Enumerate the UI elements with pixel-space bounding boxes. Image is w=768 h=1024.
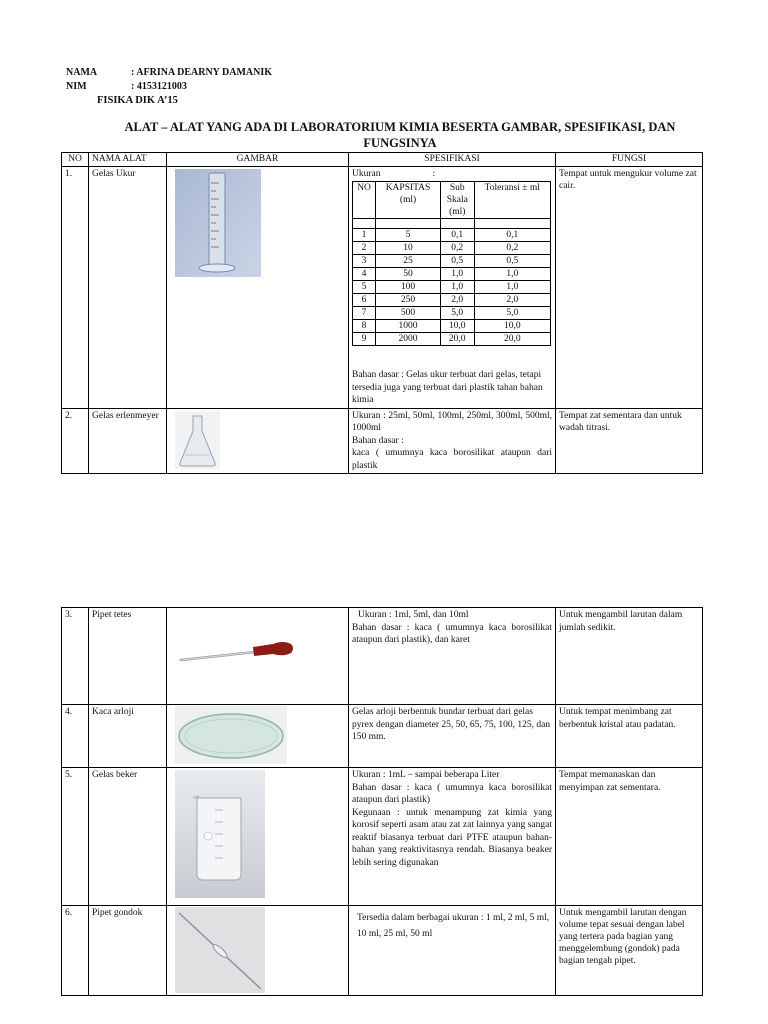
table-row — [62, 705, 703, 768]
nama-value: : AFRINA DEARNY DAMANIK — [131, 67, 273, 78]
gambar-cell — [167, 768, 349, 906]
gambar-cell — [167, 705, 349, 768]
kap-cell: 3 — [353, 255, 376, 268]
spesifikasi-cell — [349, 166, 556, 408]
col-spesifikasi: SPESIFIKASI — [349, 153, 556, 167]
pipet-gondok-image — [175, 907, 265, 993]
row-no: 2. — [62, 408, 89, 474]
kap-cell: 2,0 — [440, 294, 474, 307]
row-nama: Pipet tetes — [89, 608, 167, 705]
table-row — [62, 906, 703, 996]
bahan-dasar-text: kaca ( umumnya kaca borosilikat ataupun dari plastik — [352, 448, 552, 471]
row-no: 5. — [62, 768, 89, 906]
bahan-dasar-label: Bahan dasar : — [352, 435, 404, 446]
fungsi-cell: Tempat zat sementara dan untuk wadah titrasi. — [556, 408, 703, 474]
kap-cell: 2000 — [376, 333, 441, 346]
kap-row — [353, 333, 551, 346]
kap-row — [353, 255, 551, 268]
kap-cell: 10 — [376, 242, 441, 255]
kegunaan-text: Kegunaan : untuk menampung zat kimia yang korosif seperti asam atau zat zat lainnya yang sangat reaktif biasanya terbuat dari PTFE ataupun bahan-bahan yang reaktivitasnya rendah. Biasanya beaker lebih sering digunakan — [352, 807, 552, 868]
row-no: 4. — [62, 705, 89, 768]
bahan-dasar-text: Bahan dasar : Gelas ukur terbuat dari gelas, tetapi tersedia juga yang terbuat dari plastik tahan bahan kimia — [352, 370, 543, 405]
kap-row — [353, 242, 551, 255]
spesifikasi-cell — [349, 408, 556, 474]
kap-cell: 9 — [353, 333, 376, 346]
ukuran-colon: : — [432, 168, 436, 179]
nama-label: NAMA — [66, 67, 98, 78]
kap-cell: 25 — [376, 255, 441, 268]
kap-cell: 0,2 — [474, 242, 551, 255]
table-row — [62, 408, 703, 474]
row-no: 1. — [62, 166, 89, 408]
kap-cell: 10,0 — [474, 320, 551, 333]
kap-cell: 5 — [353, 281, 376, 294]
kap-cell: 8 — [353, 320, 376, 333]
row-nama: Gelas beker — [89, 768, 167, 906]
kap-header: Sub Skala (ml) — [440, 182, 474, 219]
spesifikasi-cell: Gelas arloji berbentuk bundar terbuat dari gelas pyrex dengan diameter 25, 50, 65, 75, 100, 125, dan 150 mm. — [349, 705, 556, 768]
kelas-label: FISIKA DIK A’15 — [97, 95, 178, 106]
col-nama: NAMA ALAT — [89, 153, 167, 167]
kapasitas-table — [352, 181, 551, 346]
kap-row — [353, 320, 551, 333]
kap-cell: 1,0 — [474, 268, 551, 281]
kap-cell: 0,5 — [440, 255, 474, 268]
col-fungsi: FUNGSI — [556, 153, 703, 167]
kap-cell: 0,5 — [474, 255, 551, 268]
gambar-cell — [167, 608, 349, 705]
kap-cell: 1 — [353, 229, 376, 242]
kap-cell: 0,1 — [440, 229, 474, 242]
kap-cell: 5,0 — [440, 307, 474, 320]
kap-cell: 2,0 — [474, 294, 551, 307]
ukuran-text: Ukuran : 1mL – sampai beberapa Liter — [352, 770, 500, 780]
kap-cell: 1,0 — [474, 281, 551, 294]
kap-cell: 1000 — [376, 320, 441, 333]
row-nama: Gelas erlenmeyer — [89, 408, 167, 474]
nim-label: NIM — [66, 81, 87, 92]
fungsi-cell: Untuk mengambil larutan dengan volume tepat sesuai dengan label yang tertera pada bagian yang menggelembung (gondok) pada bagian tengah pipet. — [556, 906, 703, 996]
erlenmeyer-image — [175, 411, 220, 469]
kap-cell: 6 — [353, 294, 376, 307]
kap-cell: 7 — [353, 307, 376, 320]
kap-header: KAPSITAS (ml) — [376, 182, 441, 219]
kap-header: NO — [353, 182, 376, 219]
col-no: NO — [62, 153, 89, 167]
kap-cell: 4 — [353, 268, 376, 281]
kap-cell: 0,1 — [474, 229, 551, 242]
gambar-cell — [167, 906, 349, 996]
kap-cell: 250 — [376, 294, 441, 307]
gelas-ukur-image — [175, 169, 261, 277]
table-row — [62, 166, 703, 408]
kap-cell: 1,0 — [440, 268, 474, 281]
kap-row — [353, 307, 551, 320]
bahan-dasar-text: Bahan dasar : kaca ( umumnya kaca borosilikat ataupun dari plastik) — [352, 782, 552, 805]
kap-cell: 5,0 — [474, 307, 551, 320]
table-row — [62, 608, 703, 705]
kap-cell: 0,2 — [440, 242, 474, 255]
page-title: ALAT – ALAT YANG ADA DI LABORATORIUM KIMIA BESERTA GAMBAR, SPESIFIKASI, DAN FUNGSINYA — [124, 120, 676, 150]
row-nama: Gelas Ukur — [89, 166, 167, 408]
alat-table-2 — [61, 607, 703, 996]
spesifikasi-cell: Tersedia dalam berbagai ukuran : 1 ml, 2 ml, 5 ml, 10 ml, 25 ml, 50 ml — [349, 906, 556, 996]
kap-row — [353, 281, 551, 294]
bahan-dasar-text: Bahan dasar : kaca ( umumnya kaca borosilikat ataupun dari plastik), dan karet — [352, 622, 552, 645]
ukuran-text: Ukuran : 25ml, 50ml, 100ml, 250ml, 300ml, 500ml, 1000ml — [352, 410, 552, 433]
spesifikasi-cell — [349, 768, 556, 906]
kap-cell: 20,0 — [440, 333, 474, 346]
kap-cell: 2 — [353, 242, 376, 255]
gelas-beker-image — [175, 770, 265, 898]
kap-cell: 1,0 — [440, 281, 474, 294]
table-row — [62, 768, 703, 906]
nim-value: : 4153121003 — [131, 81, 187, 92]
kap-cell: 20,0 — [474, 333, 551, 346]
pipet-tetes-image — [177, 630, 297, 670]
kap-row — [353, 268, 551, 281]
gambar-cell — [167, 408, 349, 474]
kap-row — [353, 229, 551, 242]
kaca-arloji-image — [175, 706, 287, 764]
row-no: 6. — [62, 906, 89, 996]
fungsi-cell: Tempat untuk mengukur volume zat cair. — [556, 166, 703, 408]
col-gambar: GAMBAR — [167, 153, 349, 167]
fungsi-cell: Untuk tempat menimbang zat berbentuk kristal atau padatan. — [556, 705, 703, 768]
kap-cell: 100 — [376, 281, 441, 294]
kap-cell: 5 — [376, 229, 441, 242]
kap-row — [353, 294, 551, 307]
row-no: 3. — [62, 608, 89, 705]
spesifikasi-cell — [349, 608, 556, 705]
ukuran-text: Ukuran : 1ml, 5ml, dan 10ml — [358, 610, 469, 620]
alat-table-1 — [61, 152, 703, 474]
gambar-cell — [167, 166, 349, 408]
kap-header: Toleransi ± ml — [474, 182, 551, 219]
kap-cell: 500 — [376, 307, 441, 320]
ukuran-label: Ukuran — [352, 168, 381, 179]
kap-cell: 50 — [376, 268, 441, 281]
fungsi-cell: Untuk mengambil larutan dalam jumlah sedikit. — [556, 608, 703, 705]
table-header-row — [62, 153, 703, 167]
kap-cell: 10,0 — [440, 320, 474, 333]
row-nama: Pipet gondok — [89, 906, 167, 996]
row-nama: Kaca arloji — [89, 705, 167, 768]
fungsi-cell: Tempat memanaskan dan menyimpan zat sementara. — [556, 768, 703, 906]
